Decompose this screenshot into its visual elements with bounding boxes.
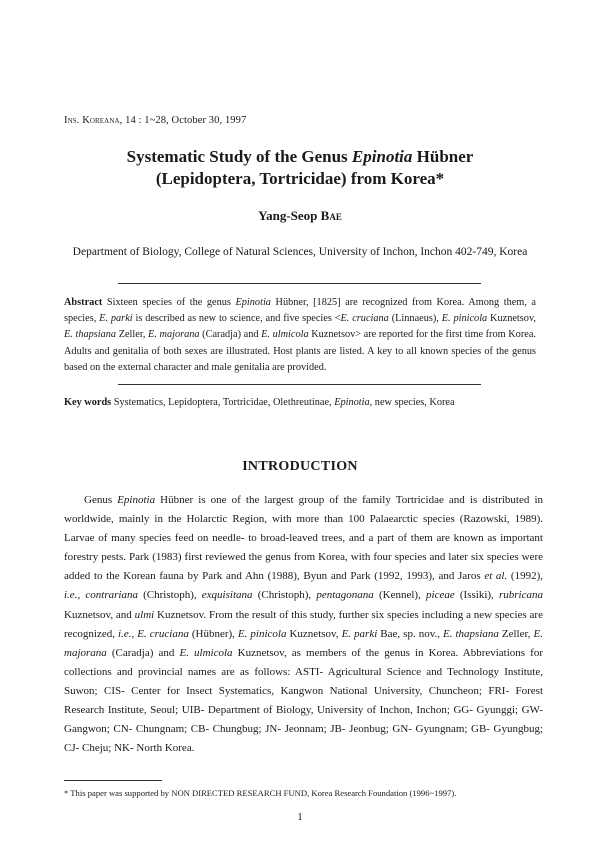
- footnote: * This paper was supported by NON DIRECTED RESEARCH FUND, Korea Research Foundation (1996~1997).: [64, 788, 457, 798]
- abstract-text: Kuznetsov> are reported for the first time from Korea. Adults and genitalia of both sexes are illustrated. Host plants are listed. A key to all known species of the genus based on the external character and male genitalia are provided.: [64, 329, 536, 373]
- title-text: Systematic Study of the Genus: [126, 147, 352, 166]
- body-italic-run: i.e.: [64, 589, 78, 602]
- body-text-run: (Hübner),: [188, 627, 238, 640]
- abstract-text: (Linnaeus),: [388, 313, 442, 325]
- title-text: Hübner: [412, 147, 474, 166]
- body-text-run: (Caradja) and: [106, 646, 180, 659]
- body-text-run: (1992),: [507, 570, 544, 583]
- title-line-1: [0, 146, 600, 168]
- author-family-name: Bae: [320, 208, 342, 223]
- body-text-run: ,: [131, 627, 138, 640]
- abstract-taxon: E. cruciana: [340, 313, 389, 325]
- body-italic-run: pentagonana: [316, 589, 374, 602]
- author-given-name: Yang-Seop: [258, 208, 321, 223]
- abstract-text: Sixteen species of the genus: [102, 297, 236, 308]
- keywords-text: Systematics, Lepidoptera, Tortricidae, Olethreutinae,: [111, 397, 335, 408]
- body-text-run: Kuznetsov, and: [64, 608, 135, 621]
- body-italic-run: exquisitana: [201, 589, 253, 602]
- keywords: [64, 395, 536, 411]
- body-italic-run: E. pinicola: [237, 627, 287, 640]
- body-text-run: (Issiki),: [454, 589, 499, 602]
- body-text-run: Kuznetsov, as members of the genus in Korea. Abbreviations for collections and provincial names are as follows: ASTI- Agricultural Science and Technology Institute, Suwon; CIS- Center for Insect Systematics, Kangwon National University, Chuncheon; FRI- Forest Research Institute, Seoul; UIB- Department of Biology, University of Inchon, Inchon; GG- Gyunggi; GW- Gangwon; CN- Chungnam; CB- Chungbug; JN- Jeonnam; JB- Jeonbug; GN- Gyungnam; GB- Gyungbug; CJ- Cheju; NK- North Korea.: [64, 646, 543, 755]
- abstract-text: Kuznetsov,: [487, 313, 536, 325]
- body-text-run: Bae, sp. nov.,: [377, 627, 443, 640]
- author-affiliation: Department of Biology, College of Natural Sciences, University of Inchon, Inchon 402-749, Korea: [72, 246, 528, 258]
- abstract-text: Zeller,: [116, 329, 149, 341]
- abstract-taxon: E. majorana: [148, 329, 200, 341]
- paper-title: [0, 146, 600, 190]
- abstract-text: Hübner, [1825] are recognized from Korea. Among them, a species,: [64, 297, 536, 325]
- body-italic-run: ulmi: [134, 608, 155, 621]
- footnote-rule: [64, 780, 162, 781]
- body-text-run: (Christoph),: [252, 589, 317, 602]
- author-name: [0, 208, 600, 224]
- body-italic-run: Epinotia: [117, 494, 156, 506]
- keywords-label: Key words: [64, 397, 112, 408]
- body-text-run: ,: [77, 589, 86, 602]
- body-italic-run: E. thapsiana: [443, 627, 499, 640]
- body-text-run: Kuznetsov,: [286, 627, 342, 640]
- title-genus: Epinotia: [351, 147, 413, 166]
- page-number: 1: [297, 811, 303, 823]
- body-text-run: (Christoph),: [137, 589, 202, 602]
- keywords-text: , new species, Korea: [369, 397, 455, 408]
- journal-name: Ins. Koreana: [64, 115, 120, 126]
- body-text-run: Kuznetsov. From the result of this study, further six species including a new species are recognized,: [64, 608, 543, 640]
- abstract-taxon: E. thapsiana: [64, 329, 117, 341]
- abstract-text: (Caradja) and: [199, 329, 262, 341]
- body-text-run: Hübner is one of the largest group of the family Tortricidae and is distributed in worldwide, mainly in the Holarctic Region, with more than 100 Palaearctic species (Razowski, 1989). Larvae of many species feed on needle- to broad-leaved trees, and a part of them are known as important forestry pests. Park (1983) first reviewed the genus from Korea, with four species and later six species were added to the Korean fauna by Park and Ahn (1988), Byun and Park (1992, 1993), and Jaros: [64, 494, 543, 583]
- body-italic-run: E. ulmicola: [179, 646, 233, 659]
- abstract-label: Abstract: [64, 297, 103, 308]
- body-italic-run: piceae: [426, 589, 455, 602]
- abstract-taxon: E. ulmicola: [261, 329, 309, 341]
- title-line-2: (Lepidoptera, Tortricidae) from Korea*: [155, 169, 445, 188]
- body-italic-run: E. majorana: [64, 627, 543, 659]
- body-italic-run: i.e.: [118, 627, 132, 640]
- abstract: [64, 295, 536, 376]
- abstract-taxon: Epinotia: [235, 297, 271, 308]
- body-text-run: Zeller,: [498, 627, 534, 640]
- body-italic-run: contrariana: [85, 589, 138, 602]
- abstract-taxon: E. parki: [99, 313, 133, 325]
- abstract-taxon: E. pinicola: [441, 313, 488, 325]
- introduction-paragraph: [64, 491, 543, 758]
- body-italic-run: rubricana: [499, 589, 543, 602]
- body-italic-run: E. cruciana: [137, 627, 189, 640]
- body-text-run: (Kennel),: [373, 589, 427, 602]
- body-text-run: Genus: [84, 494, 118, 506]
- abstract-top-rule: [118, 283, 481, 284]
- body-italic-run: et al.: [484, 570, 508, 583]
- citation-details: , 14 : 1~28, October 30, 1997: [119, 115, 247, 126]
- keywords-taxon: Epinotia: [334, 397, 370, 408]
- abstract-text: is described as new to science, and five species <: [132, 313, 341, 325]
- abstract-bottom-rule: [118, 384, 481, 385]
- body-italic-run: E. parki: [341, 627, 378, 640]
- section-heading-introduction: INTRODUCTION: [242, 459, 358, 474]
- journal-citation: [64, 115, 246, 126]
